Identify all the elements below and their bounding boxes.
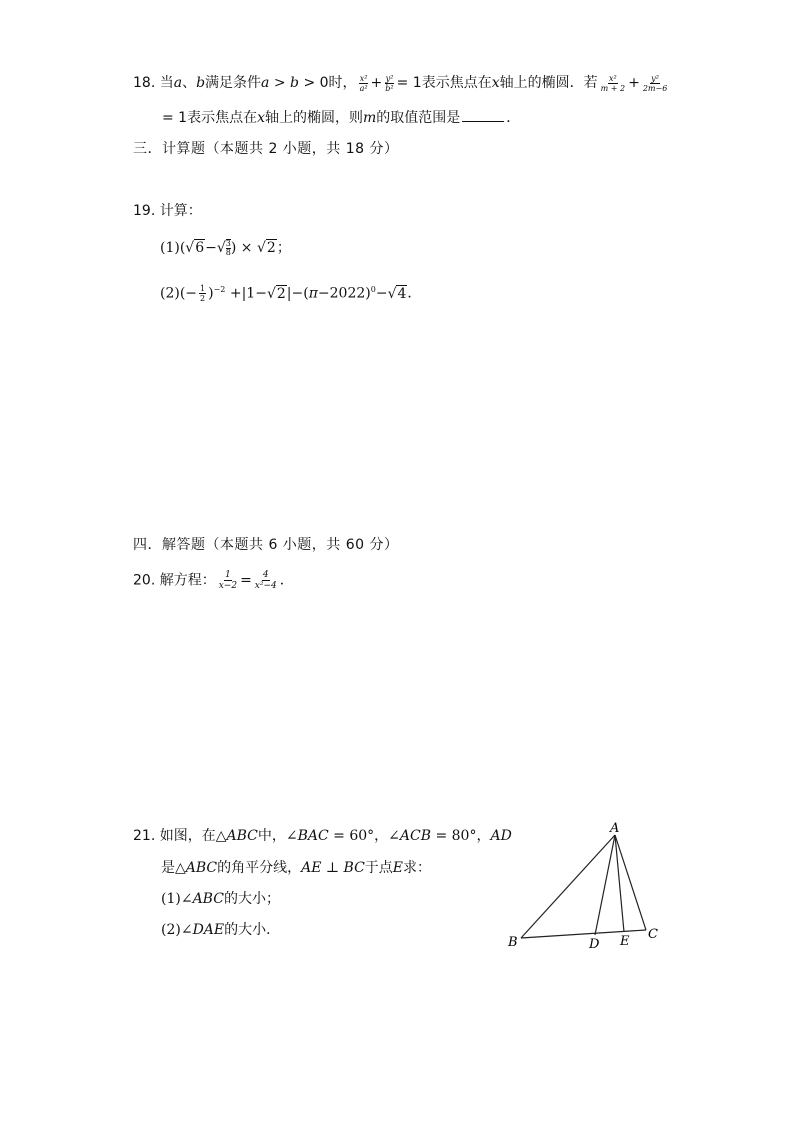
- label-e: E: [620, 934, 630, 949]
- sqrt: √4: [387, 285, 407, 302]
- label-b: B: [508, 935, 518, 950]
- sqrt: √2: [266, 285, 286, 302]
- question-number: 20.: [133, 572, 156, 589]
- fraction: $\frac{\text{y²}}{2m-6}$: [642, 73, 668, 93]
- label-d: D: [589, 937, 600, 952]
- question-18-line-2: = 1表示焦点在x轴上的椭圆，则m的取值范围是 ．: [162, 107, 520, 128]
- segment-ad: [595, 835, 615, 935]
- sqrt: √6: [185, 240, 205, 256]
- question-21-line-2: 是△ABC的角平分线，AE ⊥ BC于点E求：: [161, 860, 432, 876]
- question-20: 20. 解方程： $\frac{1}{x-2}$ = $\frac{4}{\text{x²−4}}$ ．: [133, 570, 294, 591]
- section-4-title: 四．解答题（本题共 6 小题，共 60 分）: [133, 537, 399, 553]
- question-21-part-1: (1)∠ABC的大小；: [161, 891, 280, 907]
- question-19-part-2: (2)(− $\frac{1}{2}$ )$^{-2} +|1-√2|-(\pi-2022)^0-√4$．: [160, 284, 422, 304]
- question-19-part-1: (1)(√6−√ $\frac{3}{8}$ ) × √2；: [160, 239, 291, 257]
- sqrt: √2: [256, 240, 276, 256]
- question-number: 18.: [133, 75, 156, 91]
- label-c: C: [648, 927, 658, 942]
- question-21-line-1: 21. 如图，在△ABC中，∠BAC = 60°，∠ACB = 80°，AD: [133, 828, 512, 844]
- sqrt: √ $\frac{3}{8}$: [216, 239, 231, 257]
- question-number: 19.: [133, 203, 156, 219]
- triangle-figure: [500, 815, 670, 955]
- fraction: $\frac{1}{2}$: [200, 284, 206, 304]
- fraction: $\frac{\text{x²}}{m + 2}$: [600, 73, 626, 93]
- fraction: $\frac{4}{\text{x²−4}}$: [254, 570, 277, 591]
- question-21-part-2: (2)∠DAE的大小．: [161, 922, 281, 938]
- section-3-title: 三．计算题（本题共 2 小题，共 18 分）: [133, 141, 399, 157]
- fraction: $\frac{1}{x-2}$: [218, 570, 238, 591]
- segment-ab: [521, 835, 615, 938]
- fraction: $\frac{\text{x²}}{\text{a²}}$: [359, 73, 368, 93]
- question-18-line-1: 18. 当a、b满足条件a > b > 0时， $\frac{\text{x²}}{\text{a²}}$ + $\frac{\text{y²}}{\text{b²}}$ = 1表示焦点在x轴上的椭圆．若 $\frac{\text{x²}}{m + 2}$ + $\frac{\text{y²}}{2m-6}$: [133, 73, 668, 93]
- question-number: 21.: [133, 828, 156, 844]
- answer-blank[interactable]: [462, 107, 504, 122]
- question-19-prompt: 19. 计算：: [133, 203, 202, 219]
- fraction: $\frac{\text{y²}}{\text{b²}}$: [385, 73, 394, 93]
- label-a: A: [610, 821, 620, 836]
